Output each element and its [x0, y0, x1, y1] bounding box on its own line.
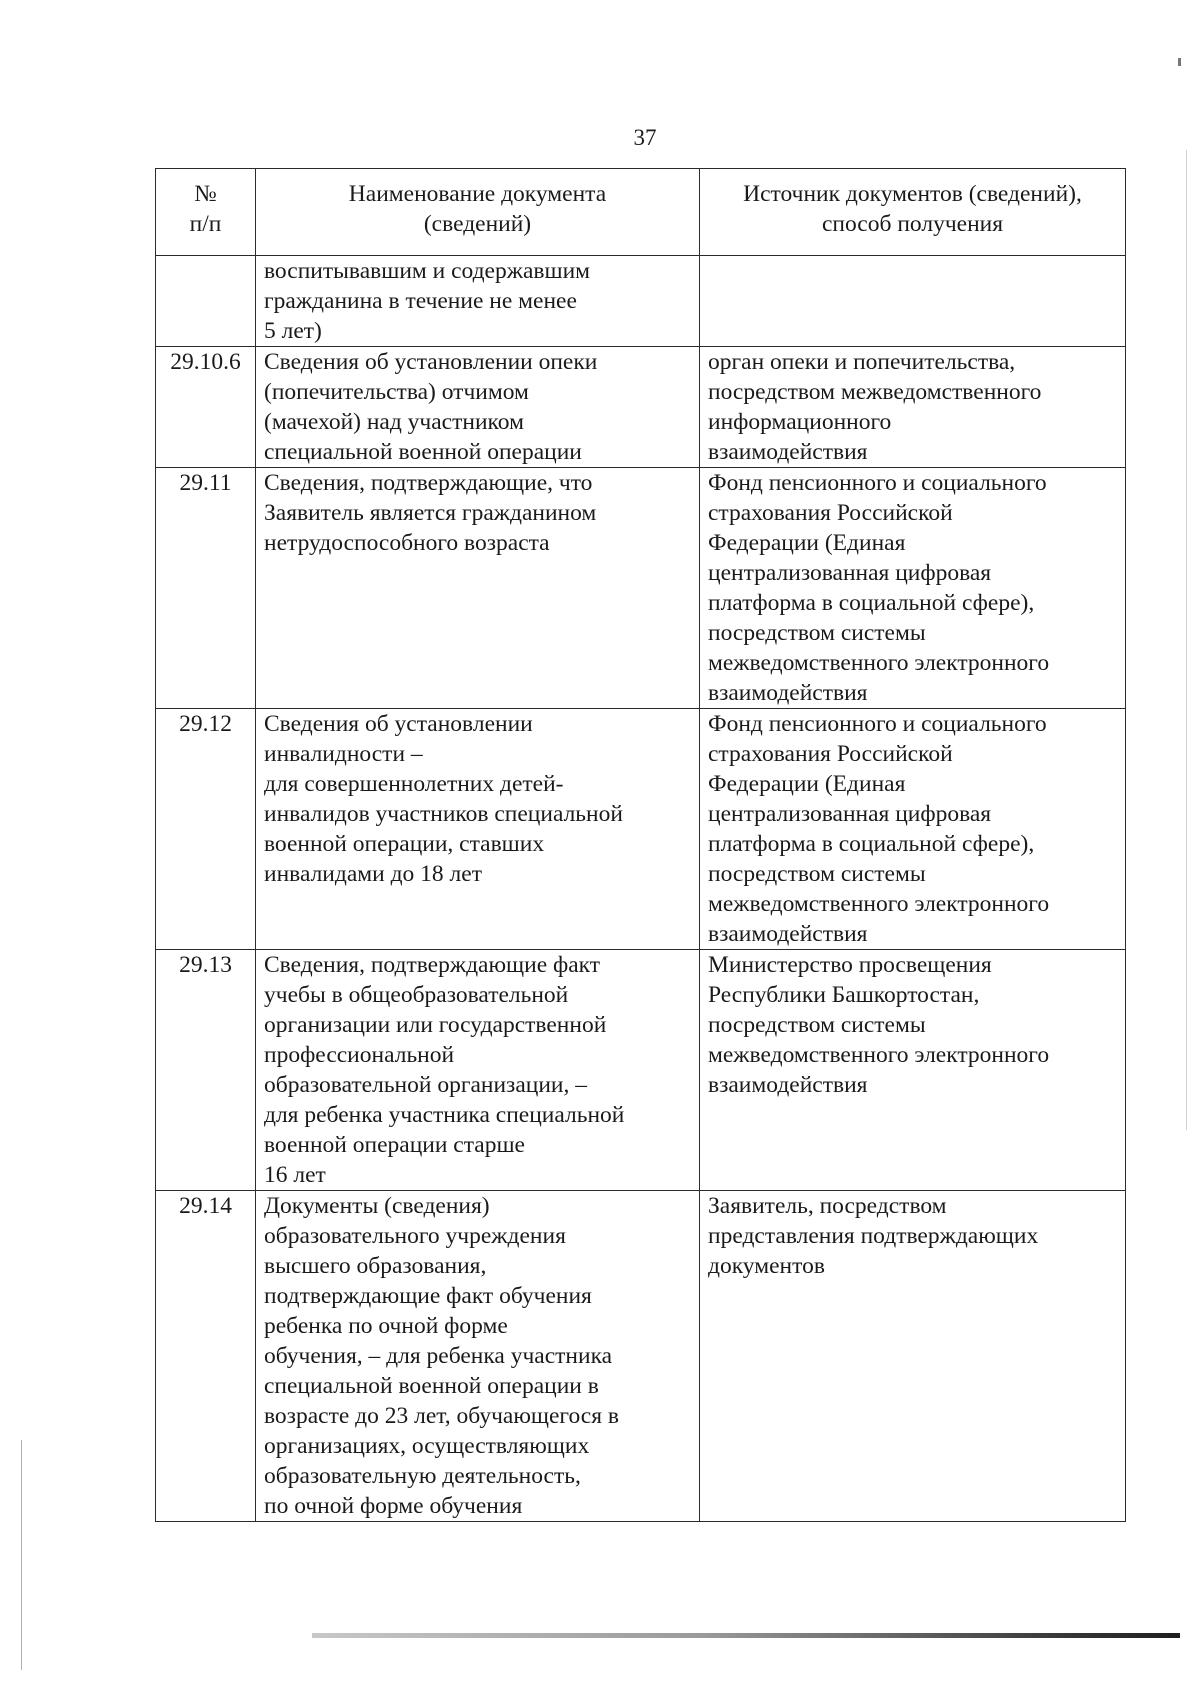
table-row — [156, 950, 1126, 1191]
source-cell: Заявитель, посредством представления подтверждающих документов — [700, 1191, 1126, 1522]
table-row — [156, 1191, 1126, 1522]
scan-corner-mark — [1178, 58, 1181, 66]
scan-edge-mark — [1186, 150, 1187, 1130]
page-number: 37 — [633, 125, 657, 150]
source-cell: Министерство просвещения Республики Башкортостан, посредством системы межведомственного электронного взаимодействия — [700, 950, 1126, 1191]
document-name-cell: Сведения, подтверждающие, что Заявитель является гражданином нетрудоспособного возраста — [256, 468, 700, 709]
documents-table — [155, 168, 1126, 1522]
column-header-document-name: Наименование документа (сведений) — [256, 169, 700, 256]
row-number-cell: 29.12 — [156, 709, 256, 950]
row-number-cell: 29.13 — [156, 950, 256, 1191]
table-row — [156, 347, 1126, 468]
source-cell: Фонд пенсионного и социального страхования Российской Федерации (Единая централизованная цифровая платформа в социальной сфере), посредством системы межведомственного электронного взаимодействия — [700, 709, 1126, 950]
row-number-cell — [156, 256, 256, 347]
source-cell: орган опеки и попечительства, посредством межведомственного информационного взаимодействия — [700, 347, 1126, 468]
source-cell: Фонд пенсионного и социального страхования Российской Федерации (Единая централизованная цифровая платформа в социальной сфере), посредством системы межведомственного электронного взаимодействия — [700, 468, 1126, 709]
table-row — [156, 709, 1126, 950]
document-name-cell: Сведения об установлении инвалидности – для совершеннолетних детей- инвалидов участников специальной военной операции, ставших инвалидами до 18 лет — [256, 709, 700, 950]
table-row — [156, 468, 1126, 709]
scan-bottom-bar — [312, 1633, 1180, 1638]
document-name-cell: воспитывавшим и содержавшим гражданина в течение не менее 5 лет) — [256, 256, 700, 347]
row-number-cell: 29.11 — [156, 468, 256, 709]
scan-edge-mark — [21, 1440, 22, 1670]
column-header-number: № п/п — [156, 169, 256, 256]
row-number-cell: 29.10.6 — [156, 347, 256, 468]
table-body — [156, 256, 1126, 1522]
document-name-cell: Сведения, подтверждающие факт учебы в общеобразовательной организации или государственной профессиональной образовательной организации, – для ребенка участника специальной военной операции старше 16 лет — [256, 950, 700, 1191]
document-name-cell: Сведения об установлении опеки (попечительства) отчимом (мачехой) над участником специальной военной операции — [256, 347, 700, 468]
table-header — [156, 169, 1126, 256]
table-row — [156, 256, 1126, 347]
table-header-row — [156, 169, 1126, 256]
column-header-source: Источник документов (сведений), способ получения — [700, 169, 1126, 256]
source-cell — [700, 256, 1126, 347]
row-number-cell: 29.14 — [156, 1191, 256, 1522]
document-name-cell: Документы (сведения) образовательного учреждения высшего образования, подтверждающие факт обучения ребенка по очной форме обучения, – для ребенка участника специальной военной операции в возрасте до 23 лет, обучающегося в организациях, осуществляющих образовательную деятельность, по очной форме обучения — [256, 1191, 700, 1522]
